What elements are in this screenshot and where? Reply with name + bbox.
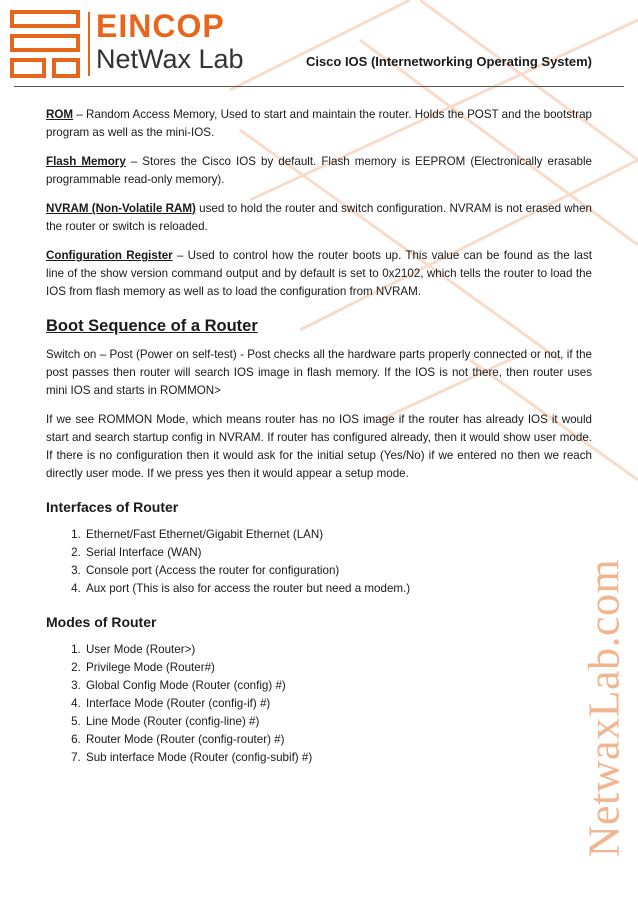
list-item: 1. Ethernet/Fast Ethernet/Gigabit Ethernet (LAN) xyxy=(84,526,592,544)
config-register-text: – Used to control how the router boots up. This value can be found as the last line of the show version command output and by default is set to 0x2102, which tells the router to load the IOS from flash memory as well as to load the configuration from NVRAM. xyxy=(46,249,592,298)
list-item: 4. Aux port (This is also for access the router but need a modem.) xyxy=(84,580,592,598)
flash-paragraph xyxy=(46,153,592,189)
flash-text: – Stores the Cisco IOS by default. Flash memory is EEPROM (Electronically erasable programmable read-only memory). xyxy=(46,155,592,186)
page-header xyxy=(0,0,638,88)
brand-name-bottom: NetWax Lab xyxy=(96,44,244,74)
list-item: 7. Sub interface Mode (Router (config-subif) #) xyxy=(84,749,592,767)
nvram-text: used to hold the router and switch configuration. NVRAM is not erased when the router or switch is reloaded. xyxy=(46,202,592,233)
boot-sequence-paragraph-2: If we see ROMMON Mode, which means router has no IOS image if the router has already IOS it would start and search startup config in NVRAM. If router has configured already, then it would show user mode. If there is no configuration then it would ask for the initial setup (Yes/No) if we entered no then we reach directly user mode. If we press yes then it would appear a setup mode. xyxy=(46,413,592,480)
list-item: 2. Privilege Mode (Router#) xyxy=(84,659,592,677)
list-item: 5. Line Mode (Router (config-line) #) xyxy=(84,713,592,731)
rom-paragraph xyxy=(46,106,592,142)
list-item: 4. Interface Mode (Router (config-if) #) xyxy=(84,695,592,713)
header-divider xyxy=(14,86,624,87)
config-register-term: Configuration Register xyxy=(46,249,173,262)
rom-term: ROM xyxy=(46,108,74,121)
nvram-paragraph xyxy=(46,200,592,236)
interfaces-heading: Interfaces of Router xyxy=(46,499,179,515)
modes-heading: Modes of Router xyxy=(46,614,157,630)
side-watermark-text: NetwaxLab.com xyxy=(579,558,629,858)
config-register-paragraph xyxy=(46,247,592,301)
interfaces-list xyxy=(46,526,592,598)
boot-sequence-paragraph-1: Switch on – Post (Power on self-test) - Post checks all the hardware parts properly connected or not, if the post passes then router will search IOS image in flash memory. If the IOS is not there, then router uses mini IOS and starts in ROMMON> xyxy=(46,348,592,397)
nvram-term: NVRAM (Non-Volatile RAM) xyxy=(46,202,196,215)
document-title: Cisco IOS (Internetworking Operating System) xyxy=(305,54,592,69)
list-item: 6. Router Mode (Router (config-router) #) xyxy=(84,731,592,749)
brand-name-top: EINCOP xyxy=(96,8,225,44)
flash-term: Flash Memory xyxy=(46,155,126,168)
list-item: 1. User Mode (Router>) xyxy=(84,641,592,659)
document-body xyxy=(46,106,592,767)
brand-logo-icon xyxy=(10,10,82,78)
brand-divider xyxy=(88,12,90,76)
rom-text: – Random Access Memory, Used to start and maintain the router. Holds the POST and the bootstrap program as well as the mini-IOS. xyxy=(46,108,592,139)
list-item: 2. Serial Interface (WAN) xyxy=(84,544,592,562)
boot-sequence-heading: Boot Sequence of a Router xyxy=(46,317,258,335)
modes-list xyxy=(46,641,592,767)
list-item: 3. Global Config Mode (Router (config) #) xyxy=(84,677,592,695)
list-item: 3. Console port (Access the router for configuration) xyxy=(84,562,592,580)
